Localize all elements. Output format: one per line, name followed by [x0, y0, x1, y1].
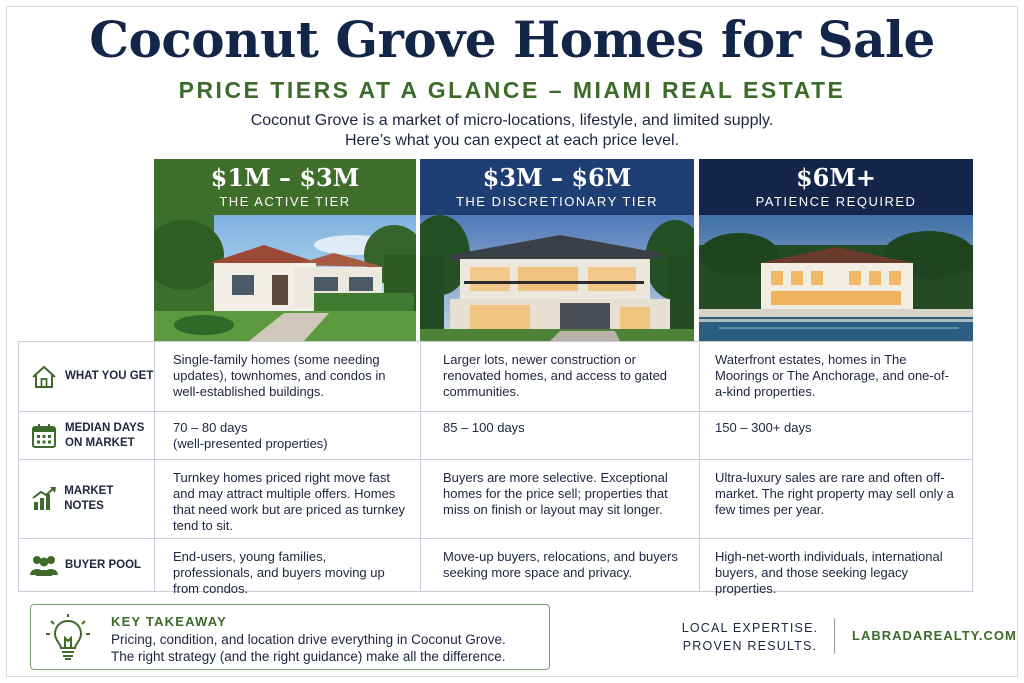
- cell-tier-3: Waterfront estates, homes in The Moorings or The Anchorage, and one-of-a-kind properties.: [715, 352, 949, 399]
- row-label: [19, 539, 154, 591]
- tier-3-home-photo: [699, 215, 973, 341]
- tier-name: PATIENCE REQUIRED: [755, 194, 917, 209]
- slogan-line-1: LOCAL EXPERTISE.: [681, 621, 819, 635]
- tier-price: $3M – $6M: [482, 163, 632, 192]
- people-icon: [27, 553, 61, 577]
- brand-slogan: [672, 619, 828, 655]
- takeaway-text: [111, 631, 506, 665]
- tier-2-home-photo: [420, 215, 694, 341]
- page-subtitle: PRICE TIERS AT A GLANCE – MIAMI REAL ESTATE: [178, 77, 846, 103]
- row-label: [19, 460, 154, 538]
- row-label-line: MEDIAN DAYS: [65, 421, 145, 434]
- page-title: Coconut Grove Homes for Sale: [89, 10, 935, 69]
- cell-tier-3: High-net-worth individuals, international buyers, and those seeking legacy properties.: [715, 549, 943, 596]
- tier-price: $1M – $3M: [210, 163, 360, 192]
- tier-header-1: [154, 159, 416, 215]
- row-label-text: [65, 558, 141, 573]
- intro-line-2: Here’s what you can expect at each price level.: [344, 132, 680, 149]
- cell-tier-2: 85 – 100 days: [443, 420, 525, 435]
- cell-tier-1: [155, 412, 421, 459]
- lightbulb-icon: [45, 613, 91, 663]
- row-label-line: ON MARKET: [65, 436, 135, 449]
- takeaway-line-1: Pricing, condition, and location drive everything in Coconut Grove.: [111, 632, 506, 647]
- tier-price: $6M+: [795, 163, 877, 192]
- takeaway-title: KEY TAKEAWAY: [111, 614, 228, 629]
- row-label-text: [64, 484, 154, 514]
- cell-tier-3: 150 – 300+ days: [715, 420, 812, 435]
- cell-tier-1: Single-family homes (some needing updates), townhomes, and condos in well-established buildings.: [173, 352, 386, 399]
- price-tier-table: [18, 341, 973, 596]
- slogan-line-2: PROVEN RESULTS.: [682, 639, 818, 653]
- chart-up-icon: [27, 486, 60, 512]
- table-row-market-notes: [19, 460, 972, 539]
- cell-value: 70 – 80 days: [173, 420, 248, 435]
- tier-name: THE DISCRETIONARY TIER: [455, 194, 659, 209]
- table-row-median-days: [19, 412, 972, 460]
- cell-note: (well-presented properties): [173, 436, 328, 451]
- row-label-line: BUYER POOL: [65, 558, 142, 571]
- intro-line-1: Coconut Grove is a market of micro-locations, lifestyle, and limited supply.: [250, 112, 774, 129]
- table-row-what-you-get: [19, 342, 972, 412]
- tier-header-3: [699, 159, 973, 215]
- row-label-line: MARKET NOTES: [64, 485, 114, 512]
- cell-tier-2: Buyers are more selective. Exceptional homes for the price sell; properties that miss on finish or layout may sit longer.: [443, 470, 668, 517]
- calendar-icon: [27, 423, 61, 449]
- row-label-text: [65, 369, 153, 384]
- row-label-line: WHAT YOU GET: [65, 370, 154, 382]
- row-label: [19, 412, 154, 459]
- key-takeaway-box: [30, 604, 550, 670]
- intro-text: [0, 111, 1024, 151]
- tier-name: THE ACTIVE TIER: [219, 194, 351, 209]
- table-row-buyer-pool: [19, 539, 972, 596]
- cell-tier-2: Larger lots, newer construction or renovated homes, and access to gated communities.: [443, 352, 668, 399]
- cell-tier-1: End-users, young families, professionals, and buyers moving up from condos.: [173, 549, 385, 596]
- tier-header-2: [420, 159, 694, 215]
- footer-divider: [834, 618, 835, 654]
- cell-tier-3: Ultra-luxury sales are rare and often off-market. The right property may sell only a few times per year.: [715, 470, 954, 517]
- takeaway-line-2: The right strategy (and the right guidance) make all the difference.: [111, 649, 506, 664]
- cell-tier-2: Move-up buyers, relocations, and buyers seeking more space and privacy.: [443, 549, 678, 580]
- house-icon: [27, 365, 61, 389]
- cell-tier-1: Turnkey homes priced right move fast and may attract multiple offers. Homes that need work but are priced as turnkey tend to sit.: [173, 470, 405, 533]
- website-link[interactable]: LABRADAREALTY.COM: [852, 628, 1017, 643]
- row-label-text: [65, 421, 144, 451]
- row-label: [19, 342, 154, 411]
- tier-1-home-photo: [154, 215, 416, 341]
